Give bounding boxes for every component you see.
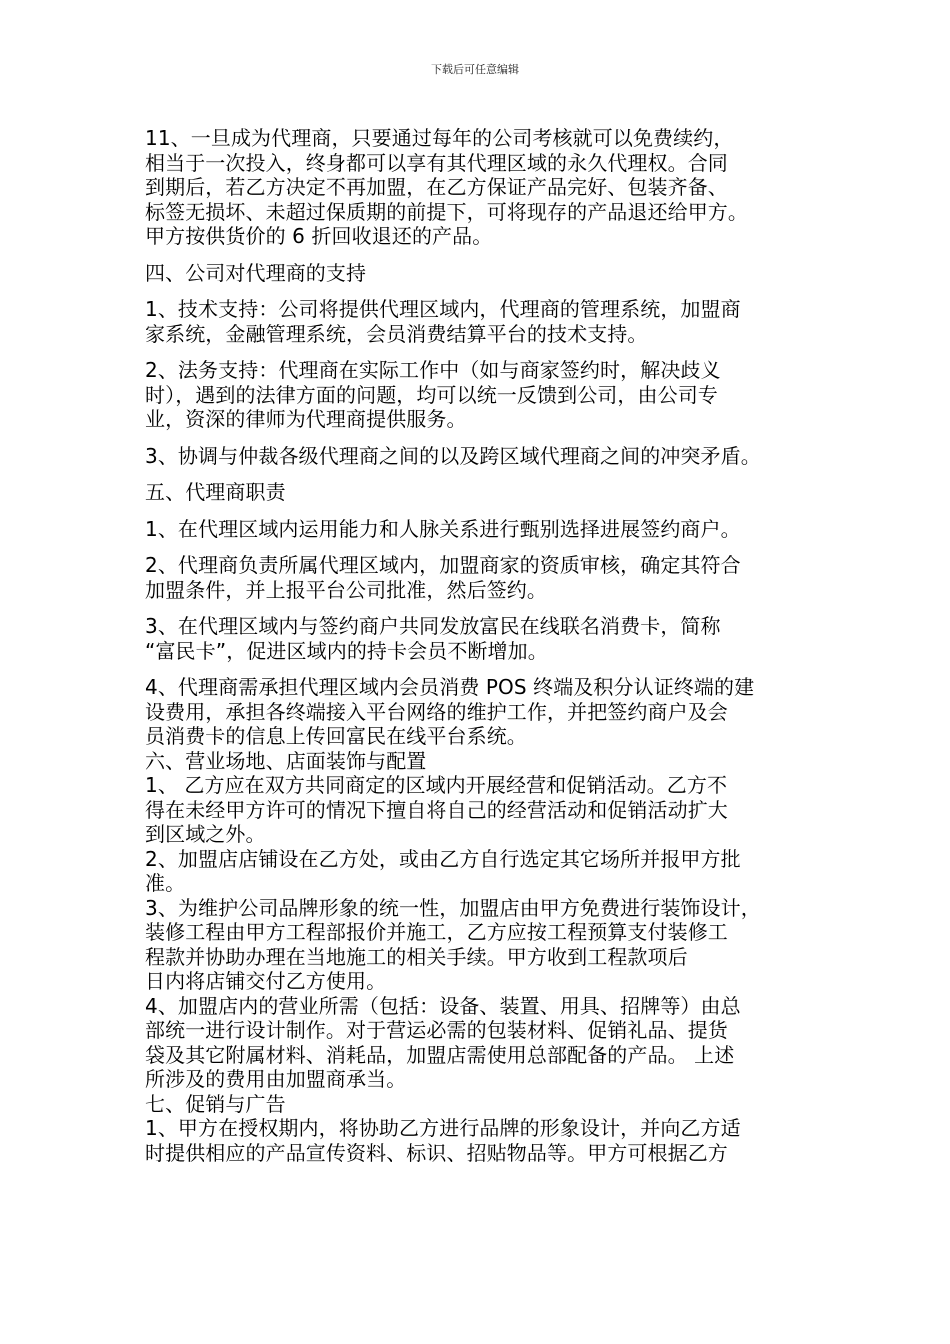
text-line: 部统一进行设计制作。对于营运必需的包装材料、促销礼品、提货 [145,1018,728,1042]
text-line: 四、公司对代理商的支持 [145,260,367,285]
text-line: 日内将店铺交付乙方使用。 [145,969,387,993]
text-line: 2、法务支持：代理商在实际工作中（如与商家签约时，解决歧义 [145,358,721,382]
text-line: 2、代理商负责所属代理区域内，加盟商家的资质审核，确定其符合 [145,553,741,577]
text-line: 时提供相应的产品宣传资料、标识、招贴物品等。甲方可根据乙方 [145,1140,728,1165]
paragraph [145,773,817,847]
paragraph [145,994,817,1092]
text-line: 1、甲方在授权期内，将协助乙方进行品牌的形象设计，并向乙方适 [145,1116,741,1140]
page-header: 下载后可任意编辑 [431,63,519,76]
text-line: 4、加盟店内的营业所需（包括：设备、装置、用具、招牌等）由总 [145,993,741,1018]
text-line: 2、加盟店店铺设在乙方处，或由乙方自行选定其它场所并报甲方批 [145,846,741,871]
text-line: 业，资深的律师为代理商提供服务。 [145,407,467,431]
document-body [145,126,817,1165]
text-line: 3、在代理区域内与签约商户共同发放富民在线联名消费卡，简称 [145,614,721,638]
text-line: 标签无损坏、未超过保质期的前提下，可将现存的产品退还给甲方。 [145,199,748,224]
paragraph [145,749,817,774]
paragraph [145,126,817,249]
paragraph [145,553,817,602]
text-line: “富民卡”，促进区域内的持卡会员不断增加。 [145,638,548,663]
text-line: 相当于一次投入，终身都可以享有其代理区域的永久代理权。合同 [145,150,728,175]
paragraph [145,675,817,749]
text-line: 袋及其它附属材料、消耗品，加盟店需使用总部配备的产品。 上述 [145,1042,735,1067]
text-line: 程款并协助办理在当地施工的相关手续。甲方收到工程款项后 [145,944,688,969]
paragraph [145,847,817,896]
text-line: 1、在代理区域内运用能力和人脉关系进行甄别选择进展签约商户。 [145,516,741,541]
text-line: 家系统，金融管理系统，会员消费结算平台的技术支持。 [145,321,648,346]
paragraph [145,358,817,432]
text-line: 五、代理商职责 [145,480,286,504]
paragraph [145,480,817,505]
text-line: 到期后，若乙方决定不再加盟，在乙方保证产品完好、包装齐备、 [145,175,728,199]
paragraph [145,297,817,346]
text-line: 1、技术支持：公司将提供代理区域内，代理商的管理系统，加盟商 [145,297,741,321]
paragraph [145,1116,817,1165]
text-line: 1、 乙方应在双方共同商定的区域内开展经营和促销活动。乙方不 [145,773,728,797]
paragraph [145,517,817,542]
paragraph [145,444,817,469]
paragraph [145,614,817,663]
paragraph [145,1092,817,1117]
paragraph [145,261,817,286]
text-line: 时），遇到的法律方面的问题，均可以统一反馈到公司，由公司专 [145,382,718,407]
text-line: 六、营业场地、店面装饰与配置 [145,748,427,773]
text-line: 甲方按供货价的 6 折回收退还的产品。 [145,224,493,248]
text-line: 11、一旦成为代理商，只要通过每年的公司考核就可以免费续约， [145,126,734,150]
text-line: 得在未经甲方许可的情况下擅自将自己的经营活动和促销活动扩大 [145,797,728,822]
text-line: 到区域之外。 [145,822,266,846]
text-line: 3、协调与仲裁各级代理商之间的以及跨区域代理商之间的冲突矛盾。 [145,443,761,468]
text-line: 加盟条件，并上报平台公司批准，然后签约。 [145,577,547,602]
text-line: 准。 [145,871,186,895]
text-line: 4、代理商需承担代理区域内会员消费 POS 终端及积分认证终端的建 [145,675,755,699]
text-line: 七、促销与广告 [145,1091,286,1116]
paragraph [145,896,817,994]
text-line: 设费用，承担各终端接入平台网络的维护工作，并把签约商户及会 [145,699,728,724]
text-line: 所涉及的费用由加盟商承当。 [145,1067,407,1091]
text-line: 员消费卡的信息上传回富民在线平台系统。 [145,724,527,748]
text-line: 3、为维护公司品牌形象的统一性，加盟店由甲方免费进行装饰设计， [145,895,761,920]
text-line: 装修工程由甲方工程部报价并施工，乙方应按工程预算支付装修工 [145,920,728,944]
